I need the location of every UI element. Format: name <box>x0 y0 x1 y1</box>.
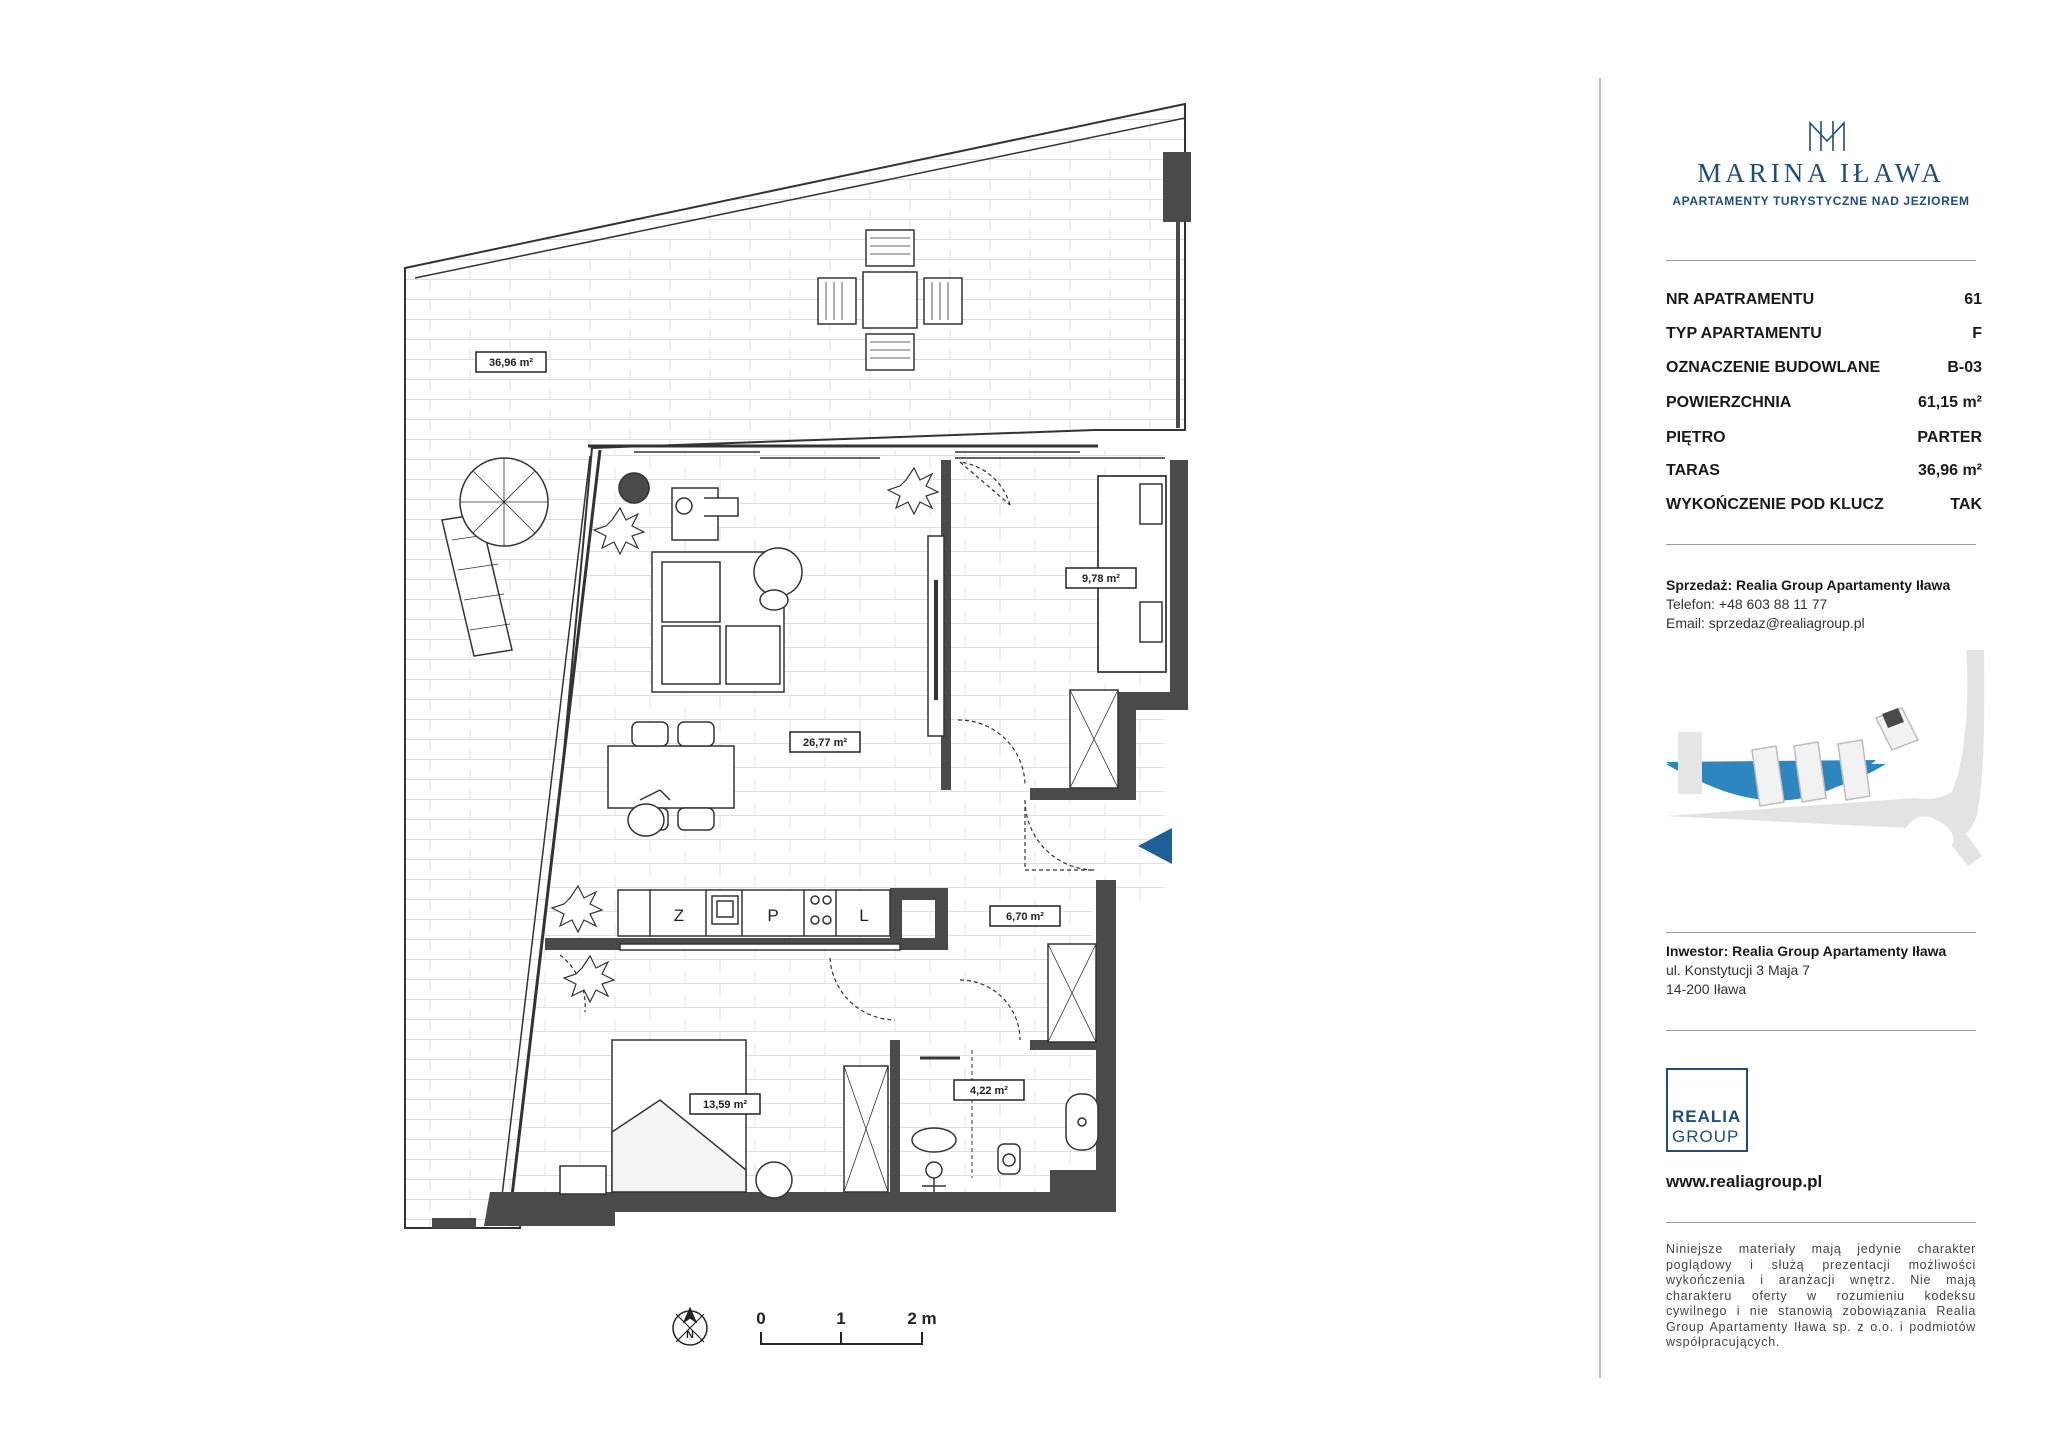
investor-contact <box>1666 942 1946 999</box>
kitchen-label-z: Z <box>673 906 685 925</box>
spec-value: B-03 <box>1947 359 1982 376</box>
divider-3 <box>1666 932 1976 933</box>
spec-label: POWIERZCHNIA <box>1666 394 1792 411</box>
north-label: N <box>686 1329 694 1341</box>
divider-5 <box>1666 1222 1976 1223</box>
spec-value: 36,96 m² <box>1917 462 1982 479</box>
sales-phone[interactable]: Telefon: +48 603 88 11 77 <box>1666 596 1828 612</box>
apartment-floor <box>512 450 1165 1196</box>
realia-logo-line2: GROUP <box>1672 1127 1740 1146</box>
divider-2 <box>1666 544 1976 545</box>
spec-label: NR APATRAMENTU <box>1666 291 1815 308</box>
spec-value: F <box>1972 325 1982 342</box>
area-bedroom-small: 9,78 m² <box>1082 573 1120 585</box>
spec-value: PARTER <box>1917 429 1982 446</box>
scale-1: 1 <box>836 1309 846 1328</box>
area-living-room: 26,77 m² <box>802 737 848 749</box>
sales-title: Sprzedaż: Realia Group Apartamenty Iława <box>1666 577 1951 593</box>
scale-0: 0 <box>756 1309 766 1328</box>
brand-tagline: APARTAMENTY TURYSTYCZNE NAD JEZIOREM <box>1672 194 1970 208</box>
area-bathroom: 4,22 m² <box>970 1085 1008 1097</box>
scale-2m: 2 m <box>907 1309 937 1328</box>
website-link[interactable]: www.realiagroup.pl <box>1666 1172 1823 1191</box>
spec-label: OZNACZENIE BUDOWLANE <box>1666 359 1881 376</box>
investor-street: ul. Konstytucji 3 Maja 7 <box>1666 962 1810 978</box>
spec-label: PIĘTRO <box>1666 429 1726 446</box>
divider-4 <box>1666 1030 1976 1031</box>
location-map <box>1666 650 1986 940</box>
area-bedroom: 13,59 m² <box>702 1099 748 1111</box>
area-terrace: 36,96 m² <box>488 357 534 369</box>
realia-logo-line1: REALIA <box>1672 1107 1742 1126</box>
divider-1 <box>1666 260 1976 261</box>
panel-divider <box>1599 78 1601 1378</box>
marina-logo-icon <box>1807 119 1847 153</box>
investor-city: 14-200 Iława <box>1666 981 1747 997</box>
disclaimer-text: Niniejsze materiały mają jedynie charakter poglądowy i służą prezentacji możliwości wykończenia i aranżacji wnętrz. Nie mają charakteru oferty w rozumieniu kodeksu cywilnego i nie stanowią zobowiązania Realia Group Apartamenty Iława sp. z o.o. i podmiotów współpracujących. <box>1666 1242 1976 1349</box>
spec-label: TYP APARTAMENTU <box>1666 325 1822 342</box>
north-compass-icon <box>673 1308 707 1345</box>
spec-label: WYKOŃCZENIE POD KLUCZ <box>1666 496 1884 513</box>
realia-logo <box>1666 1068 1748 1152</box>
spec-value: 61,15 m² <box>1917 394 1982 411</box>
sales-email[interactable]: Email: sprzedaz@realiagroup.pl <box>1666 615 1865 631</box>
spec-value: TAK <box>1950 496 1982 513</box>
umbrella <box>460 458 548 546</box>
spec-label: TARAS <box>1666 462 1720 479</box>
sales-contact <box>1666 576 1950 633</box>
brand-name: MARINA IŁAWA <box>1697 158 1945 188</box>
scale-bar <box>756 1309 936 1344</box>
area-hall: 6,70 m² <box>1006 911 1044 923</box>
spec-value: 61 <box>1964 291 1982 308</box>
investor-title: Inwestor: Realia Group Apartamenty Iława <box>1666 943 1947 959</box>
kitchen-label-l: L <box>859 906 869 925</box>
kitchen-label-p: P <box>767 906 779 925</box>
